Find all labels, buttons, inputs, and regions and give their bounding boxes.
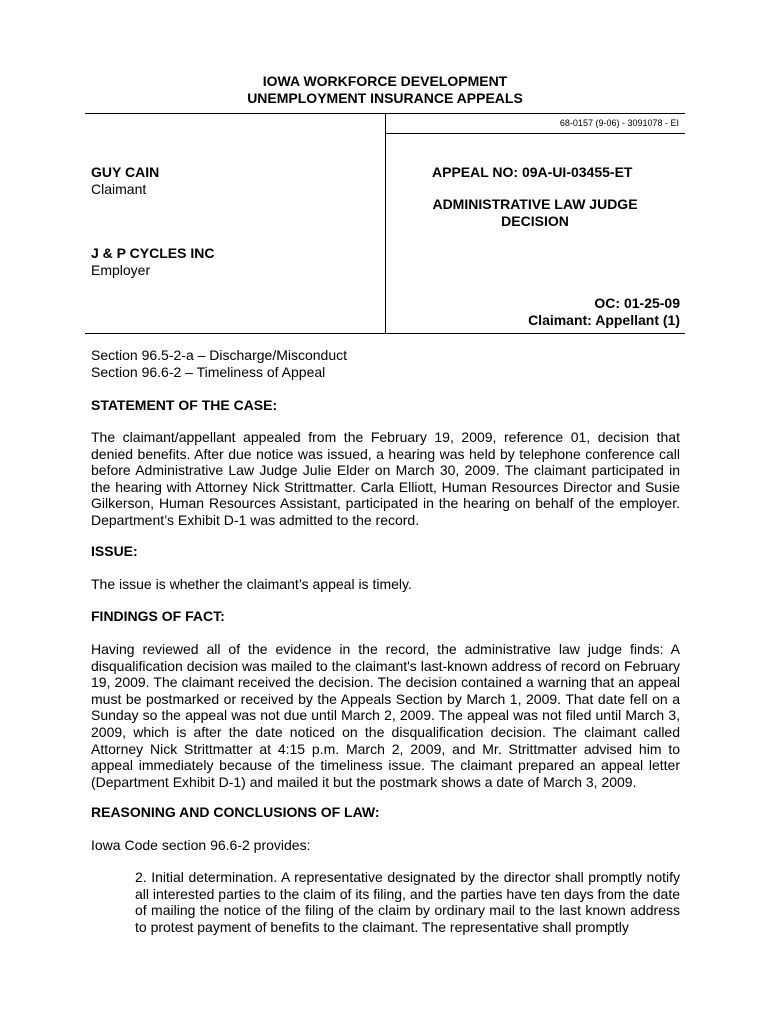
decision-title-line1: ADMINISTRATIVE LAW JUDGE <box>432 196 638 212</box>
claimant-status: Claimant: Appellant (1) <box>528 312 680 328</box>
employer-role: Employer <box>91 262 151 278</box>
agency-name-line2: UNEMPLOYMENT INSURANCE APPEALS <box>247 90 523 106</box>
statement-body: The claimant/appellant appealed from the February 19, 2009, reference 01, decision that denied benefits. After due notice was issued, a hearing was held by telephone conference call before Administrative Law Judge Julie Elder on March 30, 2009. The claimant participated in the hearing with Attorney Nick Strittmatter. Carla Elliott, Human Resources Director and Susie Gilkerson, Human Resources Assistant, participated in the hearing on behalf of the employer. Department’s Exhibit D-1 was admitted to the record. <box>91 429 680 528</box>
claimant-name: GUY CAIN <box>91 164 160 180</box>
decision-title-line2: DECISION <box>501 213 569 229</box>
agency-name-line1: IOWA WORKFORCE DEVELOPMENT <box>262 73 508 89</box>
reasoning-heading: REASONING AND CONCLUSIONS OF LAW: <box>91 804 380 820</box>
oc-date: OC: 01-25-09 <box>594 295 680 311</box>
section-citation-1: Section 96.5-2-a – Discharge/Misconduct <box>91 347 348 363</box>
issue-heading: ISSUE: <box>91 543 138 559</box>
section-citation-2: Section 96.6-2 – Timeliness of Appeal <box>91 364 326 380</box>
appeal-number: APPEAL NO: 09A-UI-03455-ET <box>432 164 633 180</box>
statement-heading: STATEMENT OF THE CASE: <box>91 397 278 413</box>
claimant-role: Claimant <box>91 181 147 197</box>
caption-bottom-rule <box>85 333 685 334</box>
issue-body: The issue is whether the claimant’s appeal is timely. <box>91 576 412 592</box>
findings-heading: FINDINGS OF FACT: <box>91 608 225 624</box>
caption-column-divider <box>385 113 386 333</box>
form-number: 68-0157 (9-06) - 3091078 - EI <box>559 118 679 128</box>
reasoning-intro: Iowa Code section 96.6-2 provides: <box>91 837 311 853</box>
employer-name: J & P CYCLES INC <box>91 245 215 261</box>
findings-body: Having reviewed all of the evidence in the record, the administrative law judge finds: A disqualification decision was mailed to the claimant's last-known address of record on February 19, 2009. The claimant received the decision. The decision contained a warning that an appeal must be postmarked or received by the Appeals Section by March 1, 2009. That date fell on a Sunday so the appeal was not due until March 2, 2009. The appeal was not filed until March 3, 2009, which is after the date noticed on the disqualification decision. The claimant called Attorney Nick Strittmatter at 4:15 p.m. March 2, 2009, and Mr. Strittmatter advised him to appeal immediately because of the timeliness issue. The claimant prepared an appeal letter (Department Exhibit D-1) and mailed it but the postmark shows a date of March 3, 2009. <box>91 641 680 790</box>
statute-quote: 2. Initial determination. A representative designated by the director shall promptly notify all interested parties to the claim of its filing, and the parties have ten days from the date of mailing the notice of the filing of the claim by ordinary mail to the last known address to protest payment of benefits to the claimant. The representative shall promptly <box>135 869 680 935</box>
form-number-rule <box>385 133 685 134</box>
